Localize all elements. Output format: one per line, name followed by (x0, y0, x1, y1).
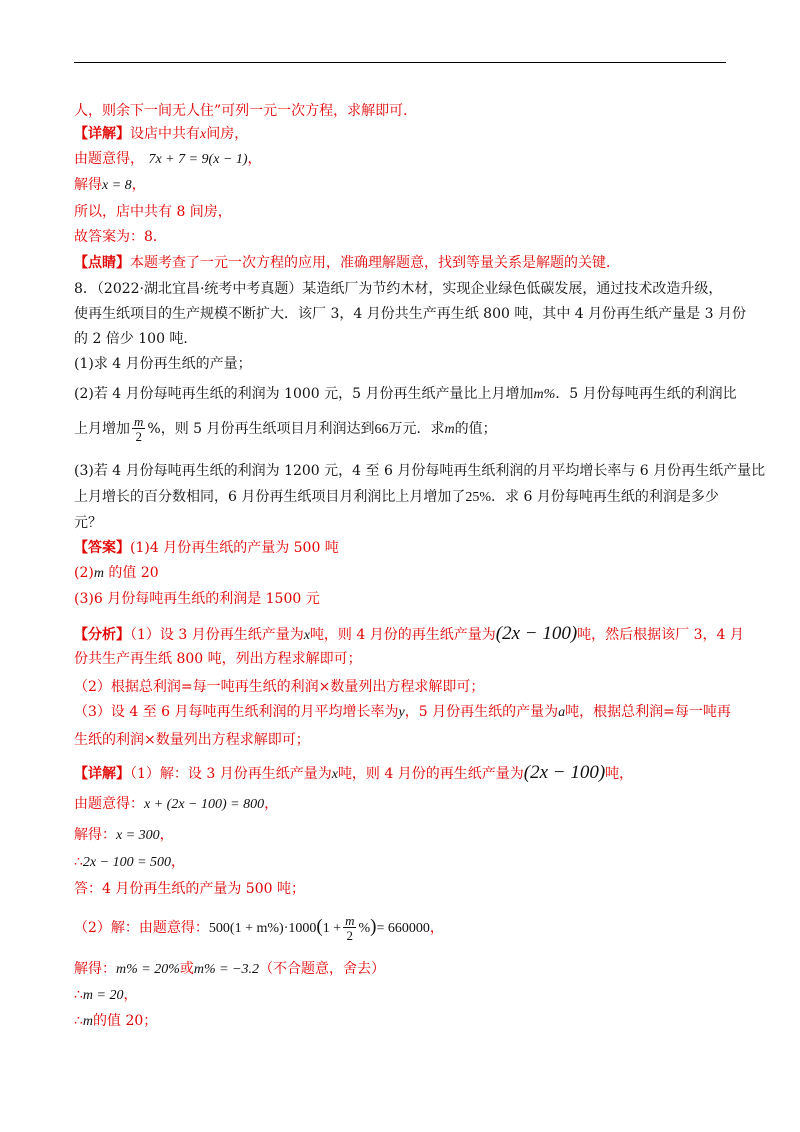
fraction: $\frac{m}{2}$ (134, 414, 144, 444)
answer-line: (2)m 的值 20 (74, 565, 159, 581)
sub-question-2: (2)若 4 月份每吨再生纸的利润为 1000 元，5 月份再生纸产量比上月增加m%．5 月份每吨再生纸的利润比 (74, 386, 737, 402)
detail-line: ∴m的值 20； (74, 1013, 158, 1029)
analysis-line: （2）根据总利润=每一吨再生纸的利润×数量列出方程求解即可； (74, 679, 485, 695)
solution-line: 解得x = 8， (74, 177, 146, 193)
sub-question-2-cont: 上月增加 $\frac{m}{2}$ %，则 5 月份再生纸项目月利润达到66万元．求m的值； (74, 414, 497, 444)
analysis-line: （3）设 4 至 6 月每吨再生纸利润的月平均增长率为y，5 月份再生纸的产量为a吨，根据总利润=每一吨再 (74, 704, 731, 720)
text-line: 人，则余下一间无人住”可列一元一次方程，求解即可． (74, 103, 418, 119)
comment-line: 【点睛】本题考查了一元一次方程的应用，准确理解题意，找到等量关系是解题的关键． (74, 255, 620, 271)
fraction: $\frac{m}{2}$ (345, 913, 355, 943)
answer-line: (3)6 月份每吨再生纸的利润是 1500 元 (74, 591, 320, 607)
sub-question-3-cont: 元？ (74, 515, 102, 531)
equation-line: 由题意得， 7x + 7 = 9(x − 1)， (74, 151, 262, 167)
detail-line: 解得：x = 300， (74, 827, 174, 843)
detail-line: （2）解：由题意得：500(1 + m%)·1000(1 + $\frac{m}{2}$ %)= 660000， (74, 913, 444, 943)
question-text: 的 2 倍少 100 吨． (74, 331, 198, 347)
detail-line: 解得：m% = 20%或m% = −3.2（不合题意，舍去） (74, 961, 386, 977)
sub-question-3: (3)若 4 月份每吨再生纸的利润为 1200 元，4 至 6 月份每吨再生纸利润的月平均增长率与 6 月份再生纸产量比 (74, 463, 766, 479)
detail-line: 【详解】（1）解：设 3 月份再生纸产量为x吨，则 4 月份的再生纸产量为(2x − 100)吨， (74, 762, 634, 783)
analysis-line: 生纸的利润×数量列出方程求解即可； (74, 732, 310, 748)
detail-line: 由题意得：x + (2x − 100) = 800， (74, 796, 279, 812)
question-text: 使再生纸项目的生产规模不断扩大．该厂 3，4 月份共生产再生纸 800 吨，其中 4 月份再生纸产量是 3 月份 (74, 306, 746, 322)
sub-question-3-cont: 上月增长的百分数相同，6 月份再生纸项目月利润比上月增加了25%．求 6 月份每吨再生纸的利润是多少 (74, 489, 719, 505)
question-text: 8．（2022·湖北宜昌·统考中考真题）某造纸厂为节约木材，实现企业绿色低碳发展，通过技术改造升级， (74, 281, 723, 297)
analysis-line: 【分析】（1）设 3 月份再生纸产量为x吨，则 4 月份的再生纸产量为(2x − 100)吨，然后根据该厂 3，4 月 (74, 623, 744, 644)
text-line: 故答案为：8． (74, 229, 167, 245)
analysis-line: 份共生产再生纸 800 吨，列出方程求解即可； (74, 651, 362, 667)
text-line: 所以，店中共有 8 间房， (74, 204, 232, 220)
detail-line: 答：4 月份再生纸的产量为 500 吨； (74, 881, 305, 897)
answer-line: 【答案】(1)4 月份再生纸的产量为 500 吨 (74, 540, 339, 556)
header-rule (74, 62, 726, 63)
sub-question-1: (1)求 4 月份再生纸的产量； (74, 356, 252, 372)
detail-line: ∴m = 20， (74, 987, 138, 1003)
detail-line: 【详解】设店中共有x间房， (74, 126, 249, 142)
detail-line: ∴2x − 100 = 500， (74, 854, 186, 870)
